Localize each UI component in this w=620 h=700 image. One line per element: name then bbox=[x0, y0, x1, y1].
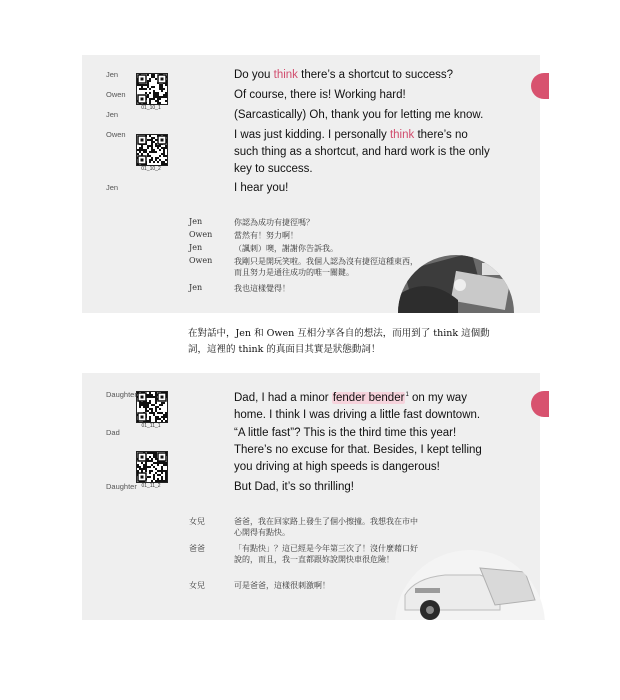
translation-speaker: 爸爸 bbox=[189, 544, 205, 553]
dialogue-text: Of course, there is! Working hard! bbox=[234, 89, 406, 101]
dialogue-line bbox=[234, 387, 490, 424]
speaker-label: Jen bbox=[106, 70, 119, 79]
dialogue-text: Do you bbox=[234, 69, 274, 81]
vocab-mark: fender bender bbox=[332, 391, 405, 404]
dialogue-line bbox=[234, 67, 490, 84]
dialogue-text: there’s a shortcut to success? bbox=[297, 69, 454, 81]
highlight-word: think bbox=[389, 129, 415, 141]
translation-line: 你認為成功有捷徑嗎？ bbox=[234, 218, 314, 227]
qr-code-icon[interactable] bbox=[136, 451, 168, 483]
translation-speaker: Jen bbox=[189, 217, 203, 226]
qr-code-icon[interactable] bbox=[136, 73, 168, 105]
dialogue-line bbox=[234, 87, 490, 104]
translation-speaker: Owen bbox=[189, 256, 213, 265]
dialogue-text: But Dad, it’s so thrilling! bbox=[234, 481, 354, 493]
dialogue-line bbox=[234, 180, 490, 197]
speaker-label: Daughter bbox=[106, 390, 137, 399]
translation-line: 我也這樣覺得！ bbox=[234, 284, 290, 293]
qr-caption: 01_10_1 bbox=[141, 105, 161, 111]
dialogue-text: there’s no such thing as a shortcut, and hard work is the only key to success. bbox=[234, 129, 490, 175]
translation-line: 當然有！努力啊！ bbox=[234, 231, 298, 240]
section-tab-marker bbox=[531, 73, 549, 99]
dialogue-line bbox=[234, 479, 490, 496]
dialogue-text: (Sarcastically) Oh, thank you for letting me know. bbox=[234, 109, 484, 121]
speaker-label: Dad bbox=[106, 428, 120, 437]
translation-line: 可是爸爸，這樣很刺激啊！ bbox=[234, 581, 330, 590]
qr-code-icon[interactable] bbox=[136, 134, 168, 166]
dialogue-line bbox=[234, 127, 490, 178]
translation-line: 「有點快」？這已經是今年第三次了！沒什麼藉口好說的，而且，我一直都跟妳說開快車很危險！ bbox=[234, 544, 418, 564]
translation-line: 我剛只是開玩笑啦。我個人認為沒有捷徑這種東西，而且努力是通往成功的唯一關鍵。 bbox=[234, 257, 418, 277]
qr-caption: 01_10_2 bbox=[141, 166, 161, 172]
translation-speaker: 女兒 bbox=[189, 581, 205, 590]
qr-caption: 01_11_1 bbox=[141, 423, 161, 429]
translation-line: 爸爸，我在回家路上發生了個小擦撞。我想我在市中心開得有點快。 bbox=[234, 517, 418, 537]
speaker-label: Daughter bbox=[106, 482, 137, 491]
translation-speaker: Owen bbox=[189, 230, 213, 239]
car-accident-photo bbox=[395, 550, 545, 700]
highlight-word: think bbox=[273, 69, 298, 81]
speaker-label: Jen bbox=[106, 183, 119, 192]
qr-caption: 01_11_2 bbox=[141, 483, 161, 489]
speaker-label: Owen bbox=[106, 90, 126, 99]
dialogue-line bbox=[234, 107, 490, 124]
translation-line: （諷刺）噢，謝謝你告訴我。 bbox=[234, 244, 338, 253]
dialogue-text: I hear you! bbox=[234, 182, 289, 194]
dialogue-text: on my way home. I think I was driving a little fast downtown. bbox=[234, 391, 481, 421]
intro-paragraph: 在對話中，Jen 和 Owen 互相分享各自的想法，而用到了 think 這個動詞，這裡的 think 的真面目其實是狀態動詞！ bbox=[188, 328, 490, 355]
section-tab-marker bbox=[531, 391, 549, 417]
dialogue-line bbox=[234, 425, 490, 476]
dialogue-text: Dad, I had a minor bbox=[234, 391, 332, 404]
qr-code-icon[interactable] bbox=[136, 391, 168, 423]
speaker-label: Owen bbox=[106, 130, 126, 139]
translation-speaker: Jen bbox=[189, 243, 203, 252]
translation-speaker: 女兒 bbox=[189, 517, 205, 526]
dialogue-text: “A little fast”? This is the third time this year! There’s no excuse for that. Besides, I kept telling you driving at high speeds is dangerous! bbox=[234, 427, 482, 473]
speaker-label: Jen bbox=[106, 110, 119, 119]
dialogue-text: I was just kidding. I personally bbox=[234, 129, 390, 141]
footnote-marker: 1 bbox=[405, 392, 409, 398]
translation-speaker: Jen bbox=[189, 283, 203, 292]
